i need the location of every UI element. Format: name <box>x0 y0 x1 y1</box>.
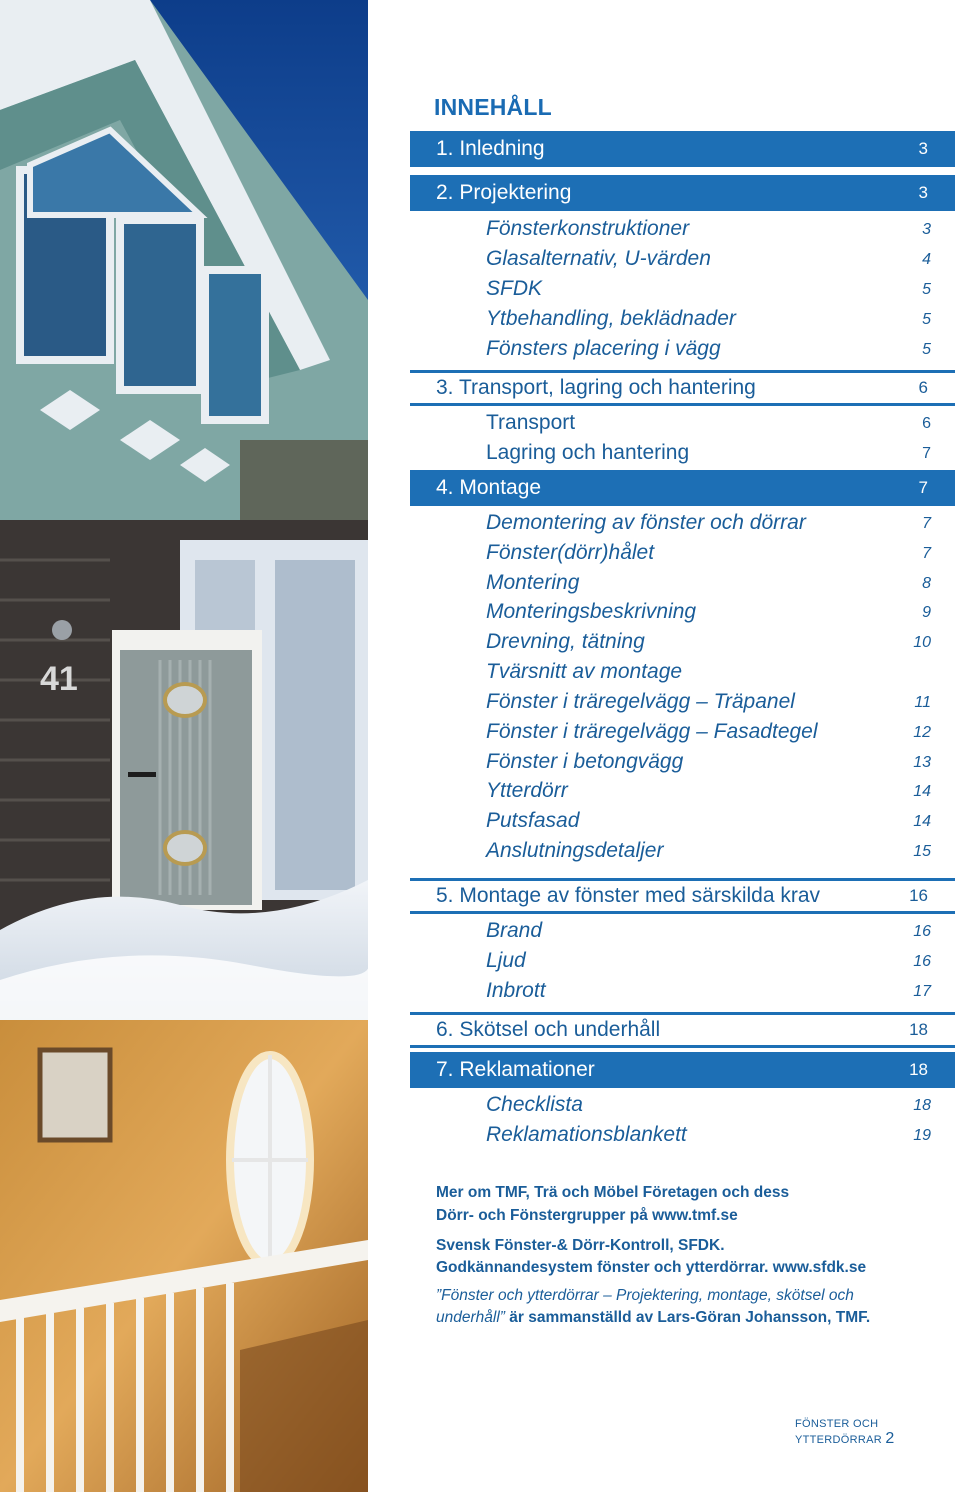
toc-item[interactable] <box>486 976 931 1006</box>
toc-item-page: 5 <box>922 341 931 358</box>
toc-item[interactable] <box>486 244 931 274</box>
toc-section-page: 18 <box>909 1060 928 1079</box>
toc-item-page: 12 <box>913 724 931 741</box>
toc-item[interactable] <box>486 274 931 304</box>
toc-section-page: 18 <box>909 1020 928 1039</box>
toc-item-label: Fönster i träregelvägg – Träpanel <box>486 690 795 713</box>
photo-front-door <box>0 520 368 1020</box>
toc-title: INNEHÅLL <box>434 94 552 120</box>
footer-tmf-line1: Mer om TMF, Trä och Möbel Företagen och dess <box>436 1184 790 1201</box>
toc-section-projektering[interactable] <box>410 175 955 211</box>
toc-section-montage[interactable] <box>410 470 955 506</box>
toc-item[interactable] <box>486 836 931 866</box>
toc-item-label: Montering <box>486 571 580 594</box>
toc-item-label: Fönsters placering i vägg <box>486 337 721 360</box>
toc-section-page: 3 <box>918 183 928 202</box>
toc-item-label: Tvärsnitt av montage <box>486 660 683 683</box>
toc-item-page: 16 <box>913 953 931 970</box>
toc-section-label: 5. Montage av fönster med särskilda krav <box>436 884 821 907</box>
toc-item-label: Lagring och hantering <box>486 441 690 464</box>
footer-tmf-line2: Dörr- och Fönstergrupper på www.tmf.se <box>436 1207 738 1224</box>
toc-item[interactable] <box>486 627 931 657</box>
toc-item[interactable] <box>486 916 931 946</box>
toc-item[interactable] <box>486 1120 931 1150</box>
toc-item-label: Anslutningsdetaljer <box>486 839 664 862</box>
toc-item-label: Brand <box>486 919 543 942</box>
page-number: 2 <box>885 1430 895 1447</box>
toc-section-reklamationer[interactable] <box>410 1052 955 1088</box>
footer-sfdk-line2: Godkännandesystem fönster och ytterdörrar. www.sfdk.se <box>436 1259 867 1276</box>
toc-item-label: Demontering av fönster och dörrar <box>486 511 806 534</box>
photo-stairway <box>0 1020 368 1492</box>
toc-item[interactable] <box>486 687 931 717</box>
toc-item-label: Fönster i träregelvägg – Fasadtegel <box>486 720 818 743</box>
toc-item[interactable] <box>486 508 931 538</box>
toc-item-page: 5 <box>922 281 931 298</box>
toc-item-label: Ljud <box>486 949 526 972</box>
photo-house-gable <box>0 0 368 520</box>
toc-item-label: Ytterdörr <box>486 779 568 802</box>
toc-item-page: 7 <box>922 445 931 462</box>
toc-item-label: Putsfasad <box>486 809 580 832</box>
toc-section-label: 1. Inledning <box>436 137 545 160</box>
toc-item-page: 4 <box>922 251 931 268</box>
toc-item-page: 6 <box>922 415 931 432</box>
toc-section-label: 7. Reklamationer <box>436 1058 595 1081</box>
toc-item[interactable] <box>486 776 931 806</box>
toc-item-label: Monteringsbeskrivning <box>486 600 697 623</box>
toc-item-page: 5 <box>922 311 931 328</box>
toc-item-page: 7 <box>922 515 931 532</box>
toc-item[interactable] <box>486 806 931 836</box>
toc-item-page: 19 <box>913 1127 931 1144</box>
toc-item-page: 9 <box>922 604 931 621</box>
footer-credit <box>436 1285 854 1307</box>
toc-section-page: 6 <box>918 378 928 397</box>
toc-item[interactable] <box>486 657 931 687</box>
toc-item-page: 11 <box>914 694 931 711</box>
toc-section-page: 16 <box>909 886 928 905</box>
toc-item[interactable] <box>486 304 931 334</box>
toc-section-label: 6. Skötsel och underhåll <box>436 1018 661 1041</box>
toc-section-label: 3. Transport, lagring och hantering <box>436 376 756 399</box>
toc-item-page: 14 <box>913 783 931 800</box>
toc-item-label: Inbrott <box>486 979 546 1002</box>
photo-column <box>0 0 368 1492</box>
toc-item-page: 17 <box>913 983 931 1000</box>
toc-item[interactable] <box>486 214 931 244</box>
toc-section-label: 4. Montage <box>436 476 542 499</box>
toc-item-label: Fönster(dörr)hålet <box>486 541 655 564</box>
toc-item-label: SFDK <box>486 277 543 300</box>
footer-credit-bold: är sammanställd av Lars-Göran Johansson, TMF. <box>504 1309 871 1326</box>
toc-item-page: 18 <box>913 1097 931 1114</box>
toc-item[interactable] <box>486 717 931 747</box>
footer-sfdk-line1: Svensk Fönster-& Dörr-Kontroll, SFDK. <box>436 1237 725 1254</box>
toc-item[interactable] <box>486 568 931 598</box>
toc-section-skotsel[interactable] <box>410 1012 955 1048</box>
toc-item-label: Drevning, tätning <box>486 630 645 653</box>
toc-item[interactable] <box>486 334 931 364</box>
footer-credit-italic-1: ”Fönster och ytterdörrar – Projektering, montage, skötsel och <box>436 1287 854 1304</box>
toc-item[interactable] <box>486 438 931 468</box>
toc-section-label: 2. Projektering <box>436 181 572 204</box>
toc-item[interactable] <box>486 946 931 976</box>
running-footer <box>795 1418 960 1448</box>
toc-item-page: 10 <box>913 634 931 651</box>
toc-section-page: 7 <box>918 478 928 497</box>
toc-item-label: Ytbehandling, beklädnader <box>486 307 736 330</box>
toc-item-page: 13 <box>913 754 931 771</box>
toc-section-sarskilda-krav[interactable] <box>410 878 955 914</box>
toc-item-page: 16 <box>913 923 931 940</box>
toc-item-label: Glasalternativ, U-värden <box>486 247 711 270</box>
toc-item-label: Reklamationsblankett <box>486 1123 687 1146</box>
running-footer-title: FÖNSTER OCH YTTERDÖRRAR <box>795 1418 883 1446</box>
footer-credit-2 <box>436 1307 870 1329</box>
toc-item-page: 3 <box>922 221 931 238</box>
toc-item-label: Transport <box>486 411 576 434</box>
toc-item[interactable] <box>486 597 931 627</box>
house-number: 41 <box>40 660 78 698</box>
toc-item-page: 14 <box>913 813 931 830</box>
toc-item[interactable] <box>486 747 931 777</box>
toc-item-label: Fönsterkonstruktioner <box>486 217 690 240</box>
footer-credit-italic-2: underhåll” <box>436 1309 505 1326</box>
toc-item-page: 8 <box>922 575 931 592</box>
toc-item[interactable] <box>486 408 931 438</box>
toc-item-page: 7 <box>922 545 931 562</box>
toc-item-label: Fönster i betongvägg <box>486 750 684 773</box>
toc-section-inledning[interactable] <box>410 131 955 167</box>
toc-item[interactable] <box>486 1090 931 1120</box>
toc-item-page: 15 <box>913 843 931 860</box>
toc-section-transport[interactable] <box>410 370 955 406</box>
toc-item[interactable] <box>486 538 931 568</box>
toc-section-page: 3 <box>918 139 928 158</box>
toc-item-label: Checklista <box>486 1093 583 1116</box>
